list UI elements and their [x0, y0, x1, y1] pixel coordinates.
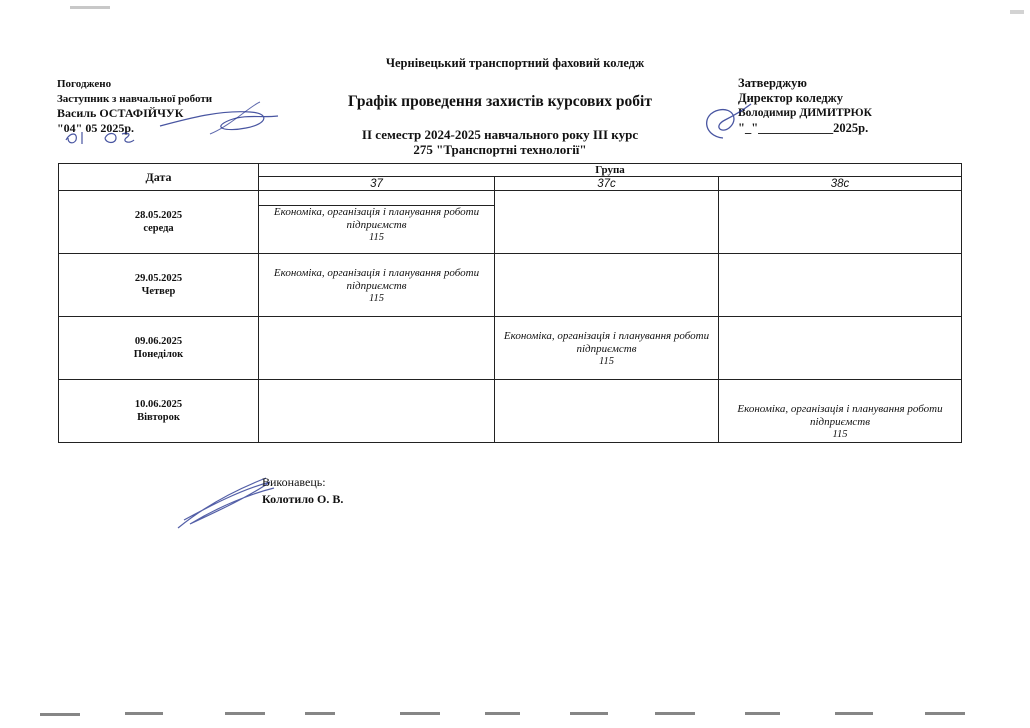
schedule-cell	[259, 254, 495, 317]
schedule-cell	[719, 380, 962, 443]
deputy-position: Заступник з навчальної роботи	[57, 92, 213, 105]
executor-name: Колотило О. В.	[262, 492, 344, 506]
schedule-table	[58, 163, 962, 443]
date-cell	[59, 254, 259, 317]
date-value: 09.06.2025	[134, 336, 183, 347]
semester-text: ІІ семестр 2024-2025 навчального року ІІІ курс	[361, 127, 639, 142]
subject-text: Економіка, організація і планування роботи підприємств	[503, 329, 710, 355]
date-cell	[59, 317, 259, 380]
scan-artifact	[925, 712, 965, 715]
approve-date: "_"____________2025р.	[738, 121, 869, 135]
specialty-text: 275 "Транспортні технології"	[413, 142, 587, 157]
scan-artifact	[400, 712, 440, 715]
agreed-label: Погоджено	[57, 78, 112, 90]
scan-artifact	[225, 712, 265, 715]
date-value: 10.06.2025	[134, 399, 183, 410]
scan-artifact	[745, 712, 780, 715]
table-row	[59, 317, 962, 380]
table-row	[59, 380, 962, 443]
approve-label: Затверджую	[738, 76, 807, 90]
room-number: 115	[369, 232, 384, 243]
subject-text: Економіка, організація і планування роботи підприємств	[737, 403, 943, 428]
weekday-value: середа	[143, 223, 174, 234]
semester-line	[300, 127, 700, 157]
college-name: Чернівецький транспортний фаховий коледж	[385, 56, 645, 70]
schedule-cell	[495, 191, 719, 254]
date-header: Дата	[59, 164, 259, 191]
director-name: Володимир ДИМИТРЮК	[738, 107, 872, 119]
group-37-header: 37	[259, 177, 495, 191]
schedule-cell	[719, 191, 962, 254]
schedule-cell	[259, 317, 495, 380]
room-number: 115	[832, 429, 848, 440]
date-cell	[59, 380, 259, 443]
date-value: 29.05.2025	[134, 273, 183, 284]
table-row	[59, 254, 962, 317]
schedule-cell	[719, 317, 962, 380]
weekday-value: Вівторок	[137, 412, 180, 423]
group-37c-header: 37с	[495, 177, 719, 191]
scan-artifact	[835, 712, 873, 715]
subject-text: Економіка, організація і планування роботи підприємств	[273, 206, 480, 231]
scan-artifact	[70, 6, 110, 9]
executor-label: Виконавець:	[262, 475, 326, 489]
schedule-cell	[495, 317, 719, 380]
document-title: Графік проведення захистів курсових робіт	[348, 93, 652, 110]
room-number: 115	[599, 355, 614, 367]
agreed-date: "04" 05 2025р.	[57, 120, 134, 135]
schedule-cell	[495, 380, 719, 443]
scan-artifact	[1010, 10, 1024, 14]
weekday-value: Понеділок	[133, 349, 184, 360]
date-cell	[59, 191, 259, 254]
table-row	[59, 191, 962, 254]
scan-artifact	[485, 712, 520, 715]
director-position: Директор коледжу	[738, 91, 843, 105]
scan-artifact	[655, 712, 695, 715]
room-number: 115	[369, 292, 384, 304]
schedule-cell	[259, 191, 495, 254]
schedule-cell	[259, 380, 495, 443]
subject-text: Економіка, організація і планування роботи підприємств	[273, 266, 480, 292]
scan-artifact	[40, 713, 80, 716]
executor-block	[262, 474, 343, 508]
schedule-cell	[495, 254, 719, 317]
director-signature	[695, 100, 755, 145]
deputy-name: Василь ОСТАФІЙЧУК	[57, 106, 184, 120]
scan-artifact	[305, 712, 335, 715]
approval-right-block	[738, 76, 872, 136]
date-value: 28.05.2025	[134, 210, 183, 221]
scan-artifact	[570, 712, 608, 715]
group-38c-header: 38с	[719, 177, 962, 191]
date-handwriting	[60, 128, 180, 148]
group-header: Група	[259, 164, 962, 177]
weekday-value: Четвер	[141, 286, 176, 297]
schedule-cell	[719, 254, 962, 317]
scan-artifact	[125, 712, 163, 715]
